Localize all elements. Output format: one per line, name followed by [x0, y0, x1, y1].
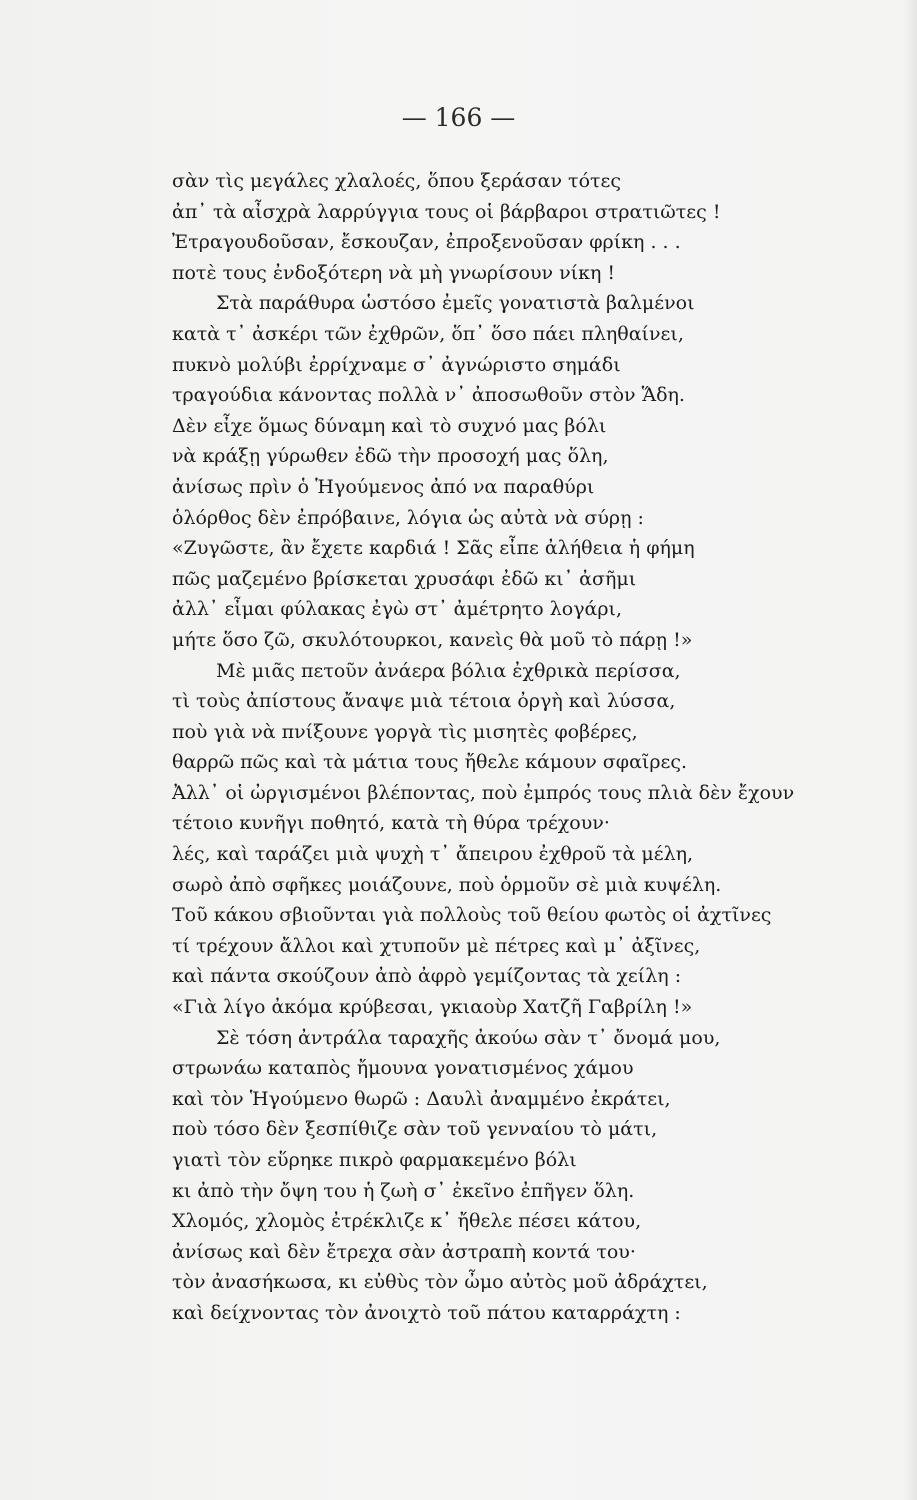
poem-line: μήτε ὅσο ζῶ, σκυλότουρκοι, κανεὶς θὰ μοῦ τὸ πάρῃ !» — [172, 628, 693, 651]
poem-line: Δὲν εἶχε ὅμως δύναμη καὶ τὸ συχνό μας βόλι — [172, 414, 607, 437]
poem-line: ὁλόρθος δὲν ἐπρόβαινε, λόγια ὡς αὐτὰ νὰ σύρῃ : — [172, 506, 644, 529]
poem-line: πῶς μαζεμένο βρίσκεται χρυσάφι ἐδῶ κι᾽ ἀσῆμι — [172, 567, 637, 590]
page-edge-shadow — [903, 0, 917, 1500]
poem-line: Στὰ παράθυρα ὡστόσο ἐμεῖς γονατιστὰ βαλμένοι — [216, 292, 695, 315]
poem-line: καὶ τὸν Ἡγούμενο θωρῶ : Δαυλὶ ἀναμμένο ἐκράτει, — [172, 1087, 671, 1110]
poem-line: σὰν τὶς μεγάλες χλαλοές, ὅπου ξεράσαν τότες — [172, 170, 622, 192]
poem-line: ποτὲ τους ἐνδοξότερη νὰ μὴ γνωρίσουν νίκη ! — [172, 261, 616, 284]
poem-line: ποὺ γιὰ νὰ πνίξουνε γοργὰ τὶς μισητὲς φοβέρες, — [172, 720, 638, 743]
poem-line: τέτοιο κυνῆγι ποθητό, κατὰ τὴ θύρα τρέχουν· — [172, 812, 610, 835]
poem-line: γιατὶ τὸν εὕρηκε πικρὸ φαρμακεμένο βόλι — [172, 1149, 577, 1171]
poem-line: Χλομός, χλομὸς ἐτρέκλιζε κ᾽ ἤθελε πέσει κάτου, — [172, 1210, 642, 1233]
poem-line: καὶ δείχνοντας τὸν ἀνοιχτὸ τοῦ πάτου καταρράχτη : — [172, 1301, 681, 1324]
poem-line: σωρὸ ἀπὸ σφῆκες μοιάζουνε, ποὺ ὁρμοῦν σὲ μιὰ κυψέλη. — [172, 873, 722, 896]
poem-line: «Γιὰ λίγο ἀκόμα κρύβεσαι, γκιαοὺρ Χατζῆ Γαβρίλη !» — [172, 996, 693, 1019]
poem-line: ἀνίσως καὶ δὲν ἔτρεχα σὰν ἀστραπὴ κοντά του· — [172, 1240, 636, 1263]
poem-line: νὰ κράξῃ γύρωθεν ἐδῶ τὴν προσοχή μας ὅλη, — [172, 445, 609, 468]
poem-line: Ἐτραγουδοῦσαν, ἔσκουζαν, ἐπροξενοῦσαν φρίκη . . . — [172, 231, 681, 254]
poem-line: ἀνίσως πρὶν ὁ Ἡγούμενος ἀπό να παραθύρι — [172, 475, 595, 498]
poem-line: τί τρέχουν ἄλλοι καὶ χτυποῦν μὲ πέτρες καὶ μ᾽ ἀξῖνες, — [172, 934, 701, 957]
page-number: — 166 — — [401, 103, 516, 132]
poem-line: στρωνάω καταπὸς ἤμουνα γονατισμένος χάμου — [172, 1057, 634, 1080]
poem-line: Μὲ μιᾶς πετοῦν ἀνάερα βόλια ἐχθρικὰ περίσσα, — [216, 659, 681, 682]
poem-line: τὶ τοὺς ἀπίστους ἄναψε μιὰ τέτοια ὀργὴ καὶ λύσσα, — [172, 690, 676, 713]
poem-line: ποὺ τόσο δὲν ξεσπίθιζε σὰν τοῦ γενναίου τὸ μάτι, — [172, 1118, 658, 1141]
poem-line: πυκνὸ μολύβι ἐρρίχναμε σ᾽ ἀγνώριστο σημάδι — [172, 353, 621, 376]
poem-line: καὶ πάντα σκούζουν ἀπὸ ἀφρὸ γεμίζοντας τὰ χείλη : — [172, 965, 682, 988]
poem-line: ἀλλ᾽ εἶμαι φύλακας ἐγὼ στ᾽ ἀμέτρητο λογάρι, — [172, 598, 623, 621]
poem-line: κι ἀπὸ τὴν ὄψη του ἡ ζωὴ σ᾽ ἐκεῖνο ἐπῆγεν ὅλη. — [172, 1179, 635, 1202]
poem-line: «Ζυγῶστε, ἂν ἔχετε καρδιά ! Σᾶς εἶπε ἀλήθεια ἡ φήμη — [172, 537, 695, 560]
poem-line: Ἀλλ᾽ οἱ ὠργισμένοι βλέποντας, ποὺ ἐμπρός τους πλιὰ δὲν ἔχουν — [172, 781, 795, 804]
poem-line: Σὲ τόση ἀντράλα ταραχῆς ἀκούω σὰν τ᾽ ὄνομά μου, — [216, 1026, 721, 1049]
poem-line: λές, καὶ ταράζει μιὰ ψυχὴ τ᾽ ἄπειρου ἐχθροῦ τὰ μέλη, — [172, 843, 694, 866]
poem-line: τραγούδια κάνοντας πολλὰ ν᾽ ἀποσωθοῦν στὸν Ἅδη. — [172, 384, 685, 407]
poem-line: τὸν ἀνασήκωσα, κι εὐθὺς τὸν ὦμο αὐτὸς μοῦ ἀδράχτει, — [172, 1271, 708, 1294]
poem-text — [172, 166, 822, 1329]
poem-line: κατὰ τ᾽ ἀσκέρι τῶν ἐχθρῶν, ὅπ᾽ ὅσο πάει πληθαίνει, — [172, 322, 684, 345]
poem-line: θαρρῶ πῶς καὶ τὰ μάτια τους ἤθελε κάμουν σφαῖρες. — [172, 751, 688, 774]
poem-line: Τοῦ κάκου σβιοῦνται γιὰ πολλοὺς τοῦ θείου φωτὸς οἱ ἀχτῖνες — [172, 904, 772, 927]
poem-line: ἀπ᾽ τὰ αἶσχρὰ λαρρύγγια τους οἱ βάρβαροι στρατιῶτες ! — [172, 200, 721, 223]
